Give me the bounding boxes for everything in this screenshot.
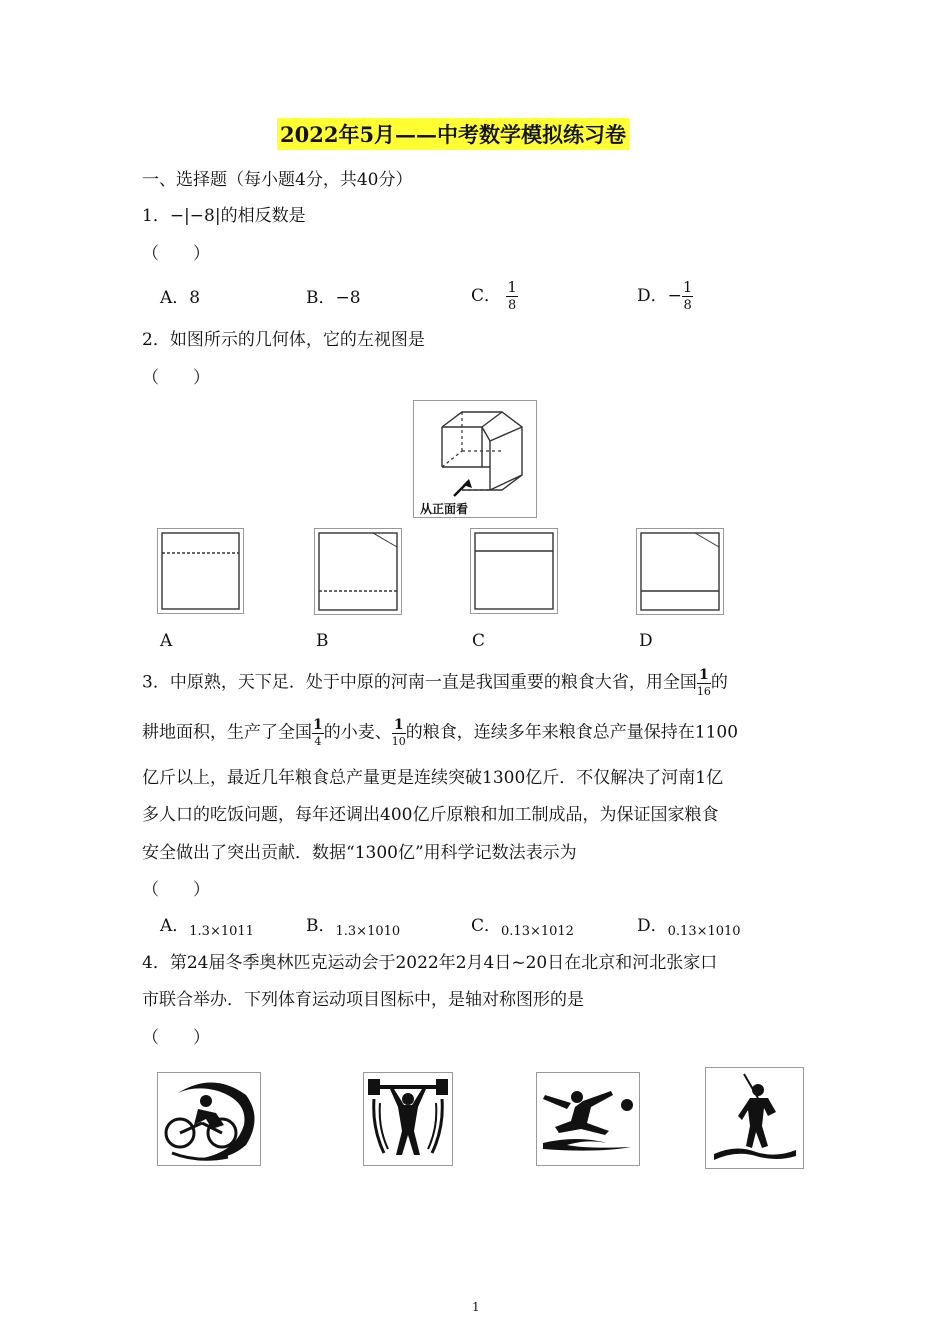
q1-option-c-label: C． — [471, 286, 502, 306]
q3-text: 的 — [710, 672, 728, 693]
option-value: 1.3×1011 — [189, 924, 254, 939]
q3-option-b — [306, 916, 400, 938]
q3-line-3: 亿斤以上，最近几年粮食总产量更是连续突破1300亿斤．不仅解决了河南1亿 — [142, 768, 724, 788]
q2-stem: 2．如图所示的几何体，它的左视图是 — [142, 330, 425, 350]
q1-option-a: A．8 — [160, 288, 201, 308]
q3-text: 耕地面积，生产了全国 — [142, 722, 312, 743]
q3-option-d — [637, 916, 741, 938]
q1-option-c-fraction — [506, 280, 518, 312]
fraction-numerator: 1 — [313, 717, 323, 733]
fraction-denominator: 4 — [314, 735, 322, 748]
q1-option-d-label: D． — [637, 286, 668, 306]
q2-option-c-view — [470, 528, 558, 614]
q3-text: 3．中原熟，天下足．处于中原的河南一直是我国重要的粮食大省，用全国 — [142, 672, 697, 693]
option-label: B． — [306, 916, 336, 936]
q3-text: 的小麦、 — [323, 722, 392, 743]
q2-label-a: A — [160, 631, 173, 651]
q1-option-d-fraction — [682, 280, 694, 312]
q1-option-d — [637, 280, 693, 312]
q1-answer-paren: （ ） — [142, 244, 210, 264]
option-a-drawing — [158, 529, 243, 613]
fraction-denominator: 16 — [696, 685, 711, 698]
fraction-numerator: 1 — [697, 668, 711, 684]
page-title: 2022年5月——中考数学模拟练习卷 — [277, 118, 629, 150]
option-label: D． — [637, 916, 668, 936]
cycling-icon-drawing — [158, 1073, 260, 1165]
section-header: 一、选择题（每小题4分，共40分） — [142, 170, 413, 190]
q2-figure-caption: 从正面看 — [420, 502, 469, 516]
option-c-drawing — [471, 529, 557, 613]
q3-line-5: 安全做出了突出贡献．数据“1300亿”用科学记数法表示为 — [142, 843, 577, 863]
q3-line-4: 多人口的吃饭问题，每年还调出400亿斤原粮和加工制成品，为保证国家粮食 — [142, 805, 719, 825]
golf-icon-drawing — [706, 1068, 803, 1168]
option-label: C． — [471, 916, 502, 936]
q2-label-b: B — [316, 631, 329, 651]
fraction-denominator: 10 — [391, 735, 406, 748]
q2-solid-figure — [413, 400, 537, 518]
fraction-numerator: 1 — [682, 278, 693, 296]
q3-fraction-1-10 — [392, 718, 406, 747]
fraction-denominator: 8 — [508, 298, 517, 313]
option-value: 1.3×1010 — [335, 924, 401, 939]
q1-option-b: B．−8 — [306, 288, 361, 308]
q3-option-c — [471, 916, 574, 938]
q3-line-2 — [142, 718, 738, 747]
q4-line-1: 4．第24届冬季奥林匹克运动会于2022年2月4日~20日在北京和河北张家口 — [142, 953, 718, 973]
q2-label-d: D — [639, 631, 653, 651]
fraction-denominator: 8 — [683, 298, 692, 313]
q3-answer-paren: （ ） — [142, 880, 210, 900]
q1-option-c — [471, 280, 518, 312]
option-value: 0.13×1012 — [501, 924, 574, 939]
option-b-drawing — [315, 529, 401, 614]
option-label: A． — [160, 916, 190, 936]
q2-option-a-view — [157, 528, 244, 614]
cycling-icon — [157, 1072, 261, 1166]
q3-fraction-1-4 — [312, 718, 324, 747]
golf-icon — [705, 1067, 804, 1169]
q3-text: 的粮食，连续多年来粮食总产量保持在1100 — [405, 722, 739, 743]
q2-label-c: C — [472, 631, 486, 651]
q3-line-1 — [142, 668, 728, 697]
fraction-numerator: 1 — [392, 718, 406, 734]
q2-answer-paren: （ ） — [142, 368, 210, 388]
q3-option-a — [160, 916, 254, 938]
page-number: 1 — [472, 1300, 480, 1314]
q1-stem: 1．−|−8|的相反数是 — [142, 206, 306, 226]
weightlifting-icon — [363, 1072, 453, 1166]
option-value: 0.13×1010 — [667, 924, 741, 939]
option-d-drawing — [637, 529, 723, 614]
q4-line-2: 市联合举办．下列体育运动项目图标中，是轴对称图形的是 — [142, 990, 584, 1010]
q4-answer-paren: （ ） — [142, 1028, 210, 1048]
volleyball-icon-drawing — [537, 1073, 639, 1165]
q2-option-d-view — [636, 528, 724, 615]
q3-fraction-1-16 — [697, 668, 711, 697]
weightlifting-icon-drawing — [364, 1073, 452, 1165]
volleyball-icon — [536, 1072, 640, 1166]
q1-option-d-sign: − — [667, 286, 682, 306]
q2-option-b-view — [314, 528, 402, 615]
fraction-numerator: 1 — [507, 278, 517, 296]
